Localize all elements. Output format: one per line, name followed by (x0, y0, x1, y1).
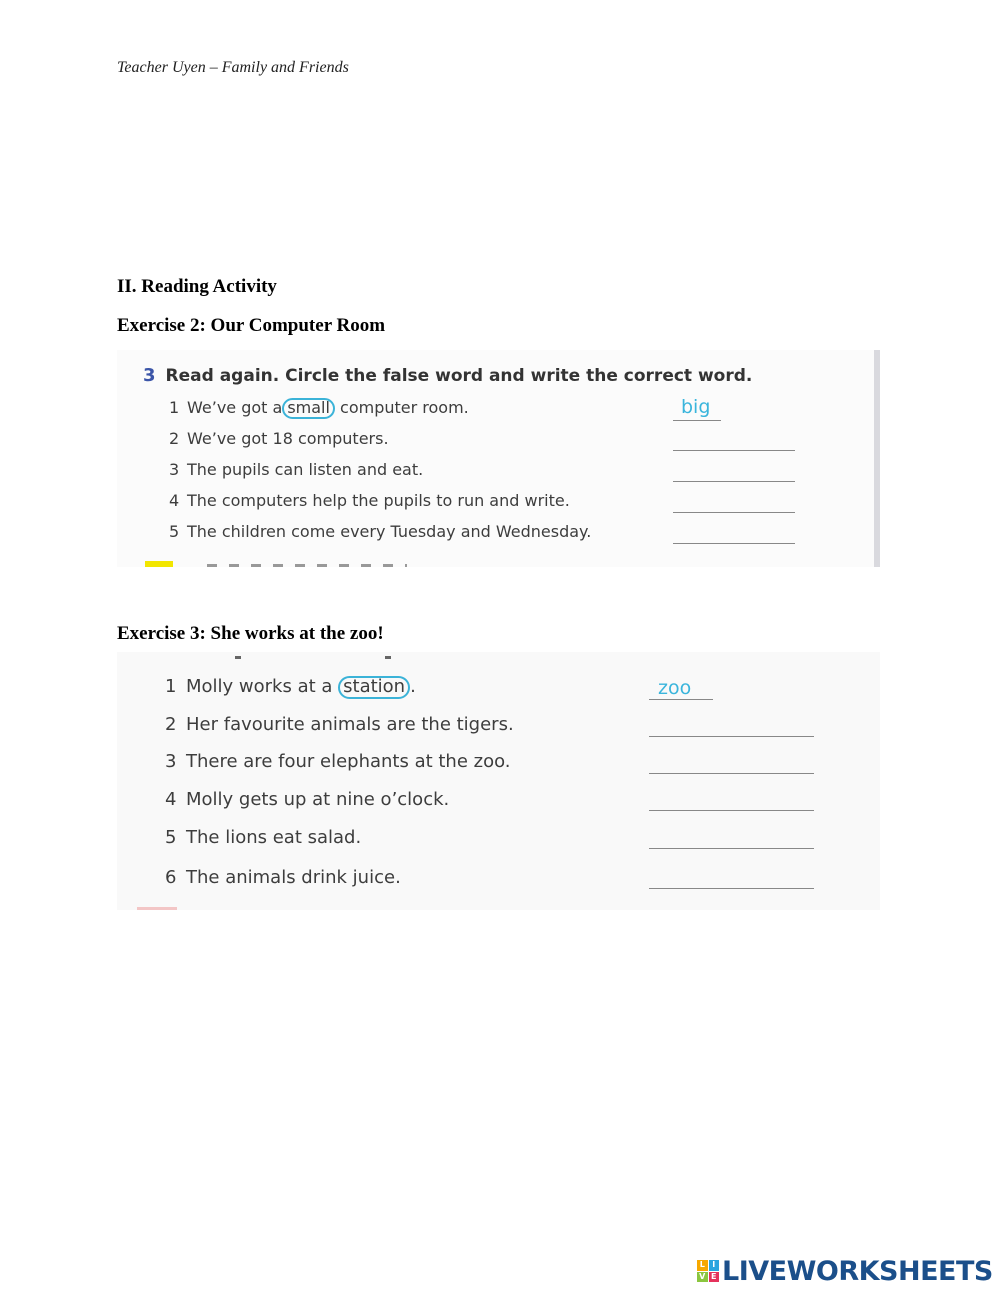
logo-letter: I (709, 1260, 720, 1271)
exercise-3-scan (117, 652, 880, 910)
item-number: 5 (169, 522, 180, 541)
answer-line-1 (649, 699, 713, 700)
logo-letter: V (697, 1272, 708, 1283)
page-edge (874, 350, 880, 567)
cropped-marks (235, 656, 395, 659)
item-number: 3 (169, 460, 180, 479)
cropped-text (207, 564, 407, 567)
exercise-3-title: Exercise 3: She works at the zoo! (117, 623, 384, 644)
answer-line-1 (673, 420, 721, 421)
answer-line-3[interactable] (649, 773, 814, 774)
instruction-text: Read again. Circle the false word and write the correct word. (165, 366, 753, 386)
answer-line-5[interactable] (673, 543, 795, 544)
exercise-number: 3 (143, 365, 156, 386)
item-text: The lions eat salad. (186, 827, 362, 848)
item-number: 2 (169, 429, 180, 448)
cropped-marker (137, 907, 177, 910)
exercise-2-title: Exercise 2: Our Computer Room (117, 315, 386, 336)
answer-line-3[interactable] (673, 481, 795, 482)
item-text-after: computer room. (334, 398, 469, 417)
item-text: There are four elephants at the zoo. (186, 751, 511, 772)
item-text-after: . (410, 676, 416, 697)
item-number: 1 (169, 398, 180, 417)
item-text-before: Molly works at a (186, 676, 339, 697)
page-header: Teacher Uyen – Family and Friends (117, 59, 349, 76)
answer-line-4[interactable] (673, 512, 795, 513)
item-number: 4 (165, 789, 177, 810)
answer-line-6[interactable] (649, 888, 814, 889)
circled-word: station (338, 676, 410, 699)
brand-name: LIVEWORKSHEETS (722, 1255, 993, 1287)
item-number: 3 (165, 751, 177, 772)
exercise-2-scan (117, 350, 880, 567)
item-text: Her favourite animals are the tigers. (186, 714, 514, 735)
liveworksheets-logo-icon (697, 1260, 719, 1282)
answer-line-4[interactable] (649, 810, 814, 811)
item-text: Molly gets up at nine o’clock. (186, 789, 450, 810)
cropped-marker (145, 561, 173, 567)
answer-line-5[interactable] (649, 848, 814, 849)
exercise-2-instruction (143, 365, 752, 386)
circled-word: small (282, 398, 335, 419)
logo-letter: L (697, 1260, 708, 1271)
answer-line-2[interactable] (673, 450, 795, 451)
item-text-before: We’ve got a (187, 398, 283, 417)
item-text (187, 398, 469, 419)
section-heading: II. Reading Activity (117, 276, 277, 297)
item-text: The animals drink juice. (186, 867, 401, 888)
item-text: The children come every Tuesday and Wednesday. (187, 522, 592, 541)
item-number: 6 (165, 867, 177, 888)
answer-line-2[interactable] (649, 736, 814, 737)
logo-letter: E (709, 1272, 720, 1283)
liveworksheets-brand (697, 1255, 993, 1287)
item-number: 4 (169, 491, 180, 510)
item-text: The computers help the pupils to run and write. (187, 491, 570, 510)
item-number: 2 (165, 714, 177, 735)
item-text: The pupils can listen and eat. (187, 460, 424, 479)
item-text (186, 676, 416, 699)
item-number: 1 (165, 676, 177, 697)
item-text: We’ve got 18 computers. (187, 429, 389, 448)
answer-1[interactable]: big (681, 396, 711, 418)
answer-1[interactable]: zoo (658, 677, 692, 699)
item-number: 5 (165, 827, 177, 848)
